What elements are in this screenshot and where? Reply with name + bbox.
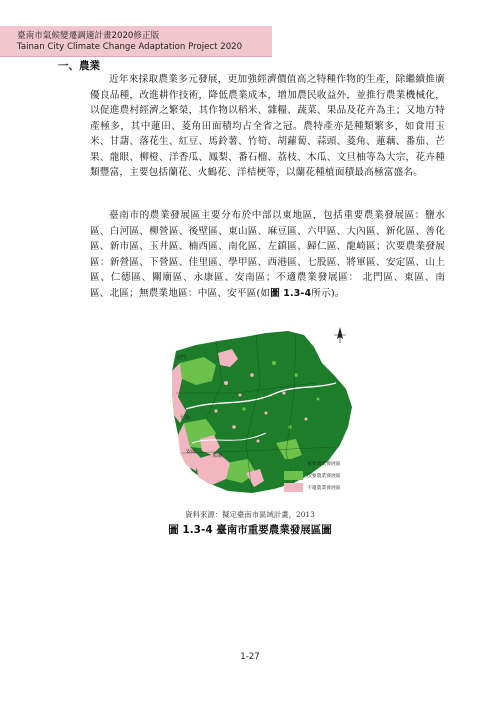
figure-caption: 圖 1.3-4 臺南市重要農業發展區圖 <box>168 524 332 536</box>
paragraph-agriculture-overview: 近年來採取農業多元發展，更加強經濟價值高之特種作物的生產，除繼續推廣優良品種，改進耕作技術，降低農業成本，增加農民收益外，並推行農業機械化，以促進農村經濟之繁榮，其作物以稻米、雜糧、蔬菜、果品及花卉為主；又地方特產極多，其中蓮田、菱角田面積均占全省之冠。農特產亦是種類繁多，如食用玉米、甘藷、落花生、紅豆、馬鈴薯、竹筍、胡蘿蔔、蒜頭、菱角、蓮藕、番茄、芒果、龍眼、柳橙、洋香瓜、鳳梨、番石榴、荔枝、木瓜、文旦柚等為大宗，花卉種類豐富，主要包括蘭花、火鶴花、洋桔梗等，以蘭花種植面積最高極富盛名。 <box>90 74 445 178</box>
legend-label: 次要農業發展區 <box>307 473 341 479</box>
header-title-zh: 臺南市氣候變遷調適計畫2020修正版 <box>17 31 160 41</box>
legend-label: 不適農業發展區 <box>307 485 341 491</box>
map-label: 安南 <box>186 449 197 455</box>
legend-swatch <box>284 483 303 492</box>
paragraph-agriculture-zones <box>90 208 445 301</box>
legend-swatch <box>284 471 303 480</box>
legend-item-unsuitable <box>284 481 341 493</box>
header-title-en: Tainan City Climate Change Adaptation Project 2020 <box>17 42 243 52</box>
figure-source: 資料來源：擬定臺南市區域計畫，2013 <box>185 510 315 519</box>
legend-item-secondary <box>284 469 341 481</box>
map-label: 七股 <box>180 415 191 421</box>
page-number: 1-27 <box>240 652 260 662</box>
legend-item-important <box>284 457 341 469</box>
section-title: 一、農業 <box>58 60 100 72</box>
map-label: 永康 <box>212 453 223 459</box>
map-label: 北門 <box>176 355 187 361</box>
figure-reference: 圖 1.3-4 <box>270 287 312 299</box>
legend-swatch <box>284 459 303 468</box>
map-legend <box>284 457 341 493</box>
zones-text-tail: 所示)。 <box>311 287 345 299</box>
zones-text: 臺南市的農業發展區主要分布於中部以東地區，包括重要農業發展區：鹽水區、白河區、柳營區、後壁區、東山區、麻豆區、六甲區、大內區、新化區、善化區、新市區、玉井區、楠西區、南化區、左鎮區、歸仁區、龍崎區；次要農業發展區：新營區、下營區、佳里區、學甲區、西港區、七股區、將軍區、安定區、山上區、仁德區、關廟區、永康區、安南區；不適農業發展區： 北門區、東區、南區、北區；無農業地區：中區、安平區(如 <box>90 210 445 299</box>
legend-label: 重要農業發展區 <box>307 461 341 467</box>
document-header <box>0 26 272 57</box>
